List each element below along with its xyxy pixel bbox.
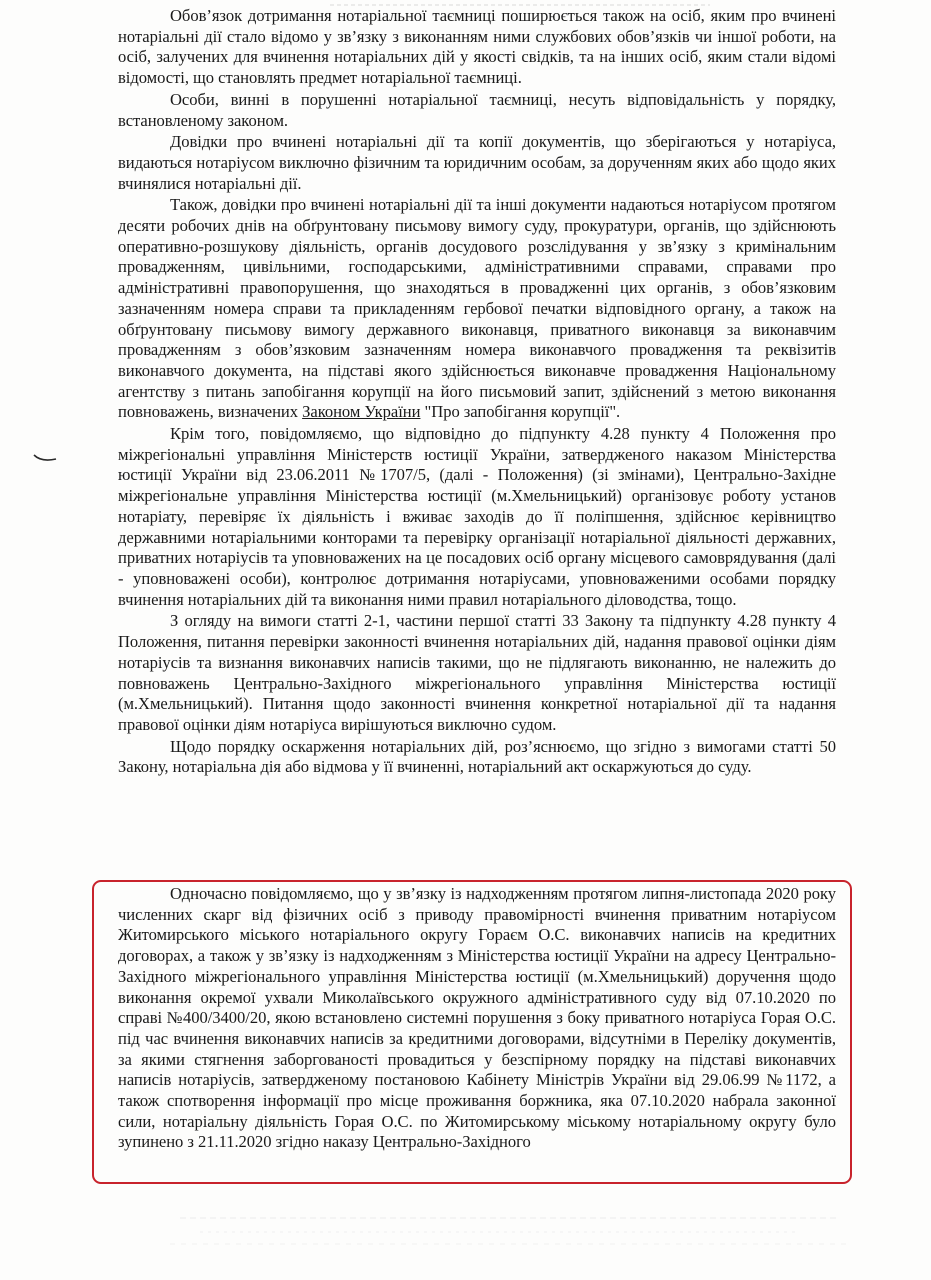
paragraph-certificates: Довідки про вчинені нотаріальні дії та копії документів, що зберігаються у нотаріуса, видаються нотаріусом виключно фізичним та юридичним особам, за дорученням яких або щодо яких вчинялися нотаріальні дії. <box>118 132 836 193</box>
margin-pen-mark <box>33 452 57 462</box>
paragraph-regulation-powers: Крім того, повідомляємо, що відповідно до підпункту 4.28 пункту 4 Положення про міжрегіональні управління Міністерств юстиції України, затвердженого наказом Міністерства юстиції України від 23.06.2011 №1707/5, (далі - Положення) (зі змінами), Центрально-Західне міжрегіональне управління Міністерства юстиції (м.Хмельницький) організовує роботу установ нотаріату, перевіряє їх діяльність і вживає заходів до її поліпшення, здійснює керівництво державними нотаріальними конторами та перевірку організації нотаріальної діяльності державних, приватних нотаріусів та уповноважених на це посадових осіб органу місцевого самоврядування (далі - уповноважені особи), контролює дотримання нотаріусами, уповноваженими особами порядку вчинення нотаріальних дій та виконання ними правил нотаріального діловодства, тощо. <box>118 424 836 609</box>
paragraph-competence: З огляду на вимоги статті 2-1, частини першої статті 33 Закону та підпункту 4.28 пункту 4 Положення, питання перевірки законності вчинення нотаріальних дій, надання правової оцінки діям нотаріусів та визнання виконавчих написів такими, що не підлягають виконанню, не належить до повноважень Центрально-Західного міжрегіонального управління Міністерства юстиції (м.Хмельницький). Питання щодо законності вчинення конкретної нотаріальної дії та надання правової оцінки діям нотаріуса вирішуються виключно судом. <box>118 611 836 734</box>
paragraph-liability: Особи, винні в порушенні нотаріальної таємниці, несуть відповідальність у порядку, встановленому законом. <box>118 89 836 130</box>
paragraph-document-requests-text: Також, довідки про вчинені нотаріальні дії та інші документи надаються нотаріусом протягом десяти робочих днів на обґрунтовану письмову вимогу суду, прокуратури, органів, що здійснюють оперативно-розшукову діяльність, органів досудового розслідування у зв’язку з кримінальним провадженням, цивільними, господарськими, адміністративними справами, справами про адміністративні правопорушення, що знаходяться в провадженні цих органів, з обов’язковим зазначенням номера справи та прикладенням гербової печатки відповідного органу, а також на обґрунтовану письмову вимогу державного виконавця, приватного виконавця за виконавчим провадженням з обов’язковим зазначенням номера виконавчого провадження та реквізитів виконавчого документа, на підставі якого здійснюється виконавче провадження Національному агентству з питань запобігання корупції на його письмовий запит, здійснений з метою виконання повноважень, визначених <box>118 195 836 422</box>
paragraph-document-requests <box>118 195 836 423</box>
highlighted-section <box>118 884 836 1153</box>
scan-bleed-through <box>160 1210 860 1250</box>
paragraph-appeal: Щодо порядку оскарження нотаріальних дій, роз’яснюємо, що згідно з вимогами статті 50 Закону, нотаріальна дія або відмова у її вчиненні, нотаріальний акт оскаржуються до суду. <box>118 736 836 777</box>
paragraph-confidentiality-scope: Обов’язок дотримання нотаріальної таємниці поширюється також на осіб, яким про вчинені нотаріальні дії стало відомо у зв’язку з виконанням ними службових обов’язків чи іншої роботи, на осіб, залучених для вчинення нотаріальних дій у якості свідків, та на інших осіб, яким стали відомі відомості, що становлять предмет нотаріальної таємниці. <box>118 6 836 88</box>
law-link: Законом України <box>302 402 421 422</box>
law-title-tail: "Про запобігання корупції". <box>420 402 621 422</box>
document-body <box>118 6 836 778</box>
paragraph-suspension-notice: Одночасно повідомляємо, що у зв’язку із надходженням протягом липня-листопада 2020 року численних скарг від фізичних осіб з приводу правомірності вчинення приватним нотаріусом Житомирського міського нотаріального округу Гораєм О.С. виконавчих написів на кредитних договорах, а також у зв’язку із надходженням з Міністерства юстиції України на адресу Центрально-Західного міжрегіонального управління Міністерства юстиції (м.Хмельницький) доручення щодо виконання окремої ухвали Миколаївського окружного адміністративного суду від 07.10.2020 по справі №400/3400/20, якою встановлено системні порушення з боку приватного нотаріуса Горая О.С. під час вчинення виконавчих написів за кредитними договорами, відсутніми в Переліку документів, за якими стягнення заборгованості провадиться у безспірному порядку на підставі виконавчих написів нотаріусів, затвердженому постановою Кабінету Міністрів України від 29.06.99 №1172, а також спотворення інформації про місце проживання боржника, яка 07.10.2020 набрала законної сили, нотаріальну діяльність Горая О.С. по Житомирському міському нотаріальному округу було зупинено з 21.11.2020 згідно наказу Центрально-Західного <box>118 884 836 1152</box>
